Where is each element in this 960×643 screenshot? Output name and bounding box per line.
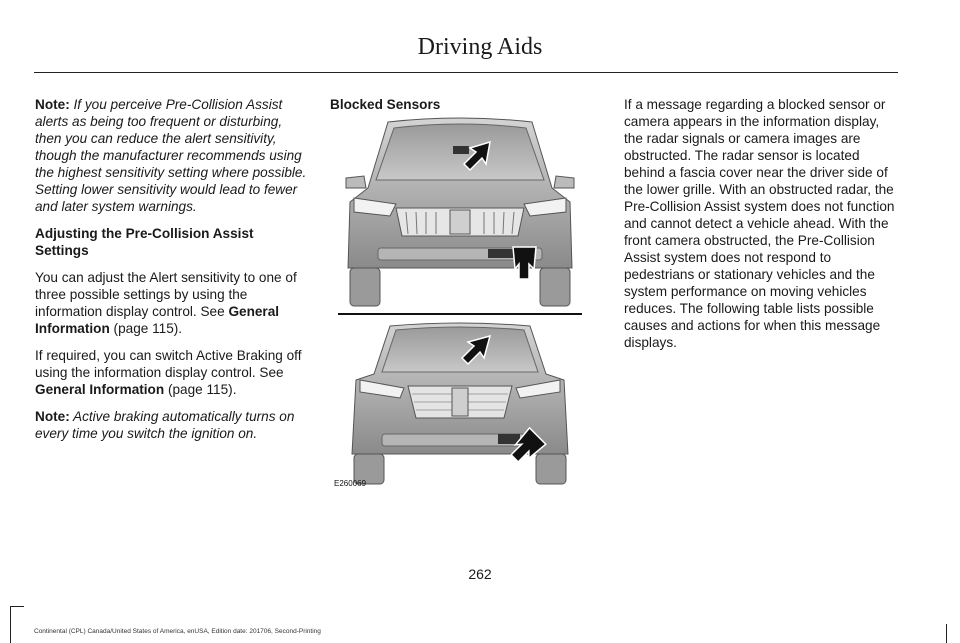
car-front-view-upper xyxy=(346,118,574,306)
section-heading-adjusting: Adjusting the Pre-Collision Assist Settings xyxy=(35,226,254,258)
note-text: If you perceive Pre-Collision Assist alerts as being too frequent or disturbing, then you can reduce the alert sensitivity, though the manufacturer recommends using the highest sensitivity setting where possible. Setting lower sensitivity would lead to fewer and later system warnings. xyxy=(35,97,307,214)
note-pcw-sensitivity xyxy=(35,96,307,215)
note-active-braking xyxy=(35,408,307,442)
note-label: Note: xyxy=(35,97,70,112)
figure-id: E260069 xyxy=(334,479,367,488)
arrow-radar-icon xyxy=(513,247,536,279)
paragraph-alert-sensitivity xyxy=(35,269,307,337)
crop-mark xyxy=(946,624,947,643)
header-divider xyxy=(34,72,898,73)
section-heading-blocked-sensors: Blocked Sensors xyxy=(330,97,441,112)
column-3 xyxy=(624,96,896,361)
column-1 xyxy=(35,96,307,452)
paragraph-text: You can adjust the Alert sensitivity to one of three possible settings by using the information display control. See xyxy=(35,270,297,319)
paragraph-text: If required, you can switch Active Braking off using the information display control. See xyxy=(35,348,302,380)
page-title: Driving Aids xyxy=(417,34,543,60)
crop-mark xyxy=(10,606,11,643)
page-reference: (page 115). xyxy=(109,321,183,336)
link-general-information[interactable]: General Information xyxy=(35,304,280,336)
edition-footer: Continental (CPL) Canada/United States of America, enUSA, Edition date: 201706, Second-Printing xyxy=(34,628,321,635)
page-number: 262 xyxy=(468,566,492,582)
link-general-information[interactable]: General Information xyxy=(35,382,165,397)
paragraph-blocked-sensor-message: If a message regarding a blocked sensor or camera appears in the information display, the radar signals or camera images are obstructed. The radar sensor is located behind a fascia cover near the driver side of the lower grille. With an obstructed radar, the Pre-Collision Assist system does not function and cannot detect a vehicle ahead. With the front camera obstructed, the Pre-Collision Assist system does not respond to pedestrians or stationary vehicles and the system performance on moving vehicles reduces. The following table lists possible causes and actions for when this message displays. xyxy=(624,97,895,350)
blocked-sensors-figure xyxy=(334,118,582,490)
crop-mark xyxy=(10,606,24,607)
note-text: Active braking automatically turns on every time you switch the ignition on. xyxy=(35,409,295,441)
car-front-view-lower xyxy=(352,323,568,484)
page-reference: (page 115). xyxy=(164,382,237,397)
paragraph-active-braking xyxy=(35,347,307,398)
note-label: Note: xyxy=(35,409,70,424)
